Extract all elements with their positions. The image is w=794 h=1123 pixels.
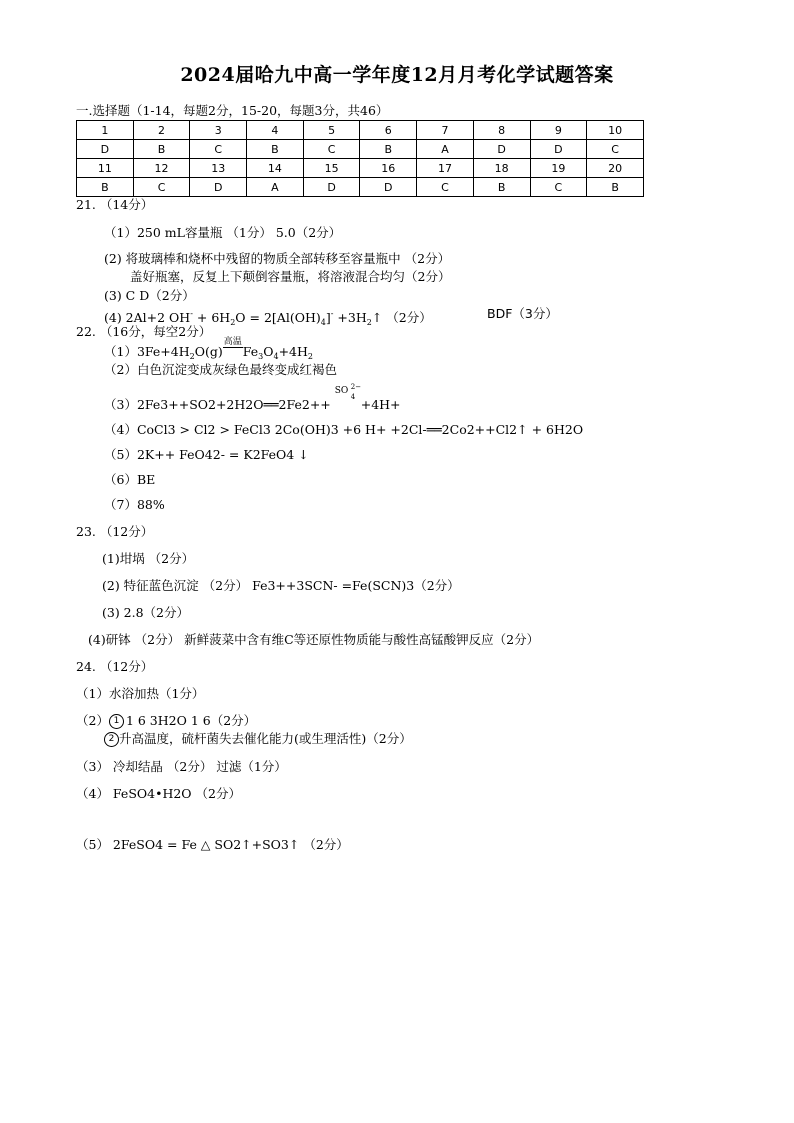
table-cell: B (587, 178, 644, 197)
circled-number-1: 1 (109, 714, 124, 729)
table-row-numbers-1 (77, 121, 644, 140)
table-cell: B (247, 140, 304, 159)
table-cell: 16 (360, 159, 417, 178)
table-cell: C (190, 140, 247, 159)
table-cell: D (77, 140, 134, 159)
table-cell: 1 (77, 121, 134, 140)
condition-label: 高温 (223, 337, 242, 347)
reaction-condition (223, 337, 243, 348)
q23-heading: 23. （12分） (76, 524, 154, 539)
table-cell: B (133, 140, 190, 159)
subscript: 2 (366, 318, 372, 327)
q21-answer-2b: 盖好瓶塞，反复上下颠倒容量瓶，将溶液混合均匀（2分） (130, 269, 451, 284)
answer-text: 1 6 3H2O 1 6（2分） (125, 713, 257, 728)
sulfate-charge: 2− (350, 383, 362, 391)
q22-answer-6: （6）BE (104, 472, 156, 487)
equation-part: +4H (278, 344, 308, 359)
table-cell: D (473, 140, 530, 159)
q21-answer-1: （1）250 mL容量瓶 （1分） 5.0（2分） (104, 225, 342, 240)
table-cell: 5 (303, 121, 360, 140)
subscript: 4 (320, 318, 326, 327)
sulfate-formula: SO (334, 386, 349, 396)
table-row-numbers-2 (77, 159, 644, 178)
q23-answer-3: (3) 2.8（2分） (102, 605, 190, 620)
table-cell: 15 (303, 159, 360, 178)
q21-answer-3: (3) C D（2分） (104, 288, 195, 303)
q21-answer-4-right: BDF（3分） (487, 306, 558, 321)
table-cell: 3 (190, 121, 247, 140)
charge-superscript: - (330, 309, 334, 318)
table-cell: 8 (473, 121, 530, 140)
equation-part: O = 2[Al(OH) (235, 310, 321, 325)
q24-answer-5: （5） 2FeSO4 = Fe △ SO2↑+SO3↑ （2分） (76, 837, 349, 852)
q22-answer-2: （2）白色沉淀变成灰绿色最终变成红褐色 (104, 362, 337, 377)
table-cell: C (133, 178, 190, 197)
equation-part: +3H (333, 310, 367, 325)
table-cell: B (77, 178, 134, 197)
q22-answer-4: （4）CoCl3 > Cl2 > FeCl3 2Co(OH)3 +6 H+ +2Cl-══2Co2++Cl2↑ + 6H2O (104, 422, 584, 437)
table-cell: 10 (587, 121, 644, 140)
subscript: 4 (273, 352, 279, 361)
table-cell: D (360, 178, 417, 197)
sulfate-subscript: 4 (350, 393, 356, 401)
q24-answer-1: （1）水浴加热（1分） (76, 686, 205, 701)
circled-number-2: 2 (104, 732, 119, 747)
answer-prefix: （2） (76, 713, 109, 728)
table-cell: 19 (530, 159, 587, 178)
equation-part: ] (325, 310, 331, 325)
table-cell: 9 (530, 121, 587, 140)
q24-heading: 24. （12分） (76, 659, 154, 674)
q21-heading: 21. （14分） (76, 197, 154, 212)
q22-answer-3 (104, 383, 401, 413)
table-cell: 20 (587, 159, 644, 178)
equation-part: （3）2Fe3++SO2+2H2O══2Fe2++ (104, 397, 335, 412)
q24-answer-2b (104, 731, 412, 747)
table-cell: A (417, 140, 474, 159)
table-cell: 12 (133, 159, 190, 178)
table-cell: C (530, 178, 587, 197)
table-row-answers-1 (77, 140, 644, 159)
table-cell: D (303, 178, 360, 197)
q23-answer-4: (4)研钵 （2分） 新鲜菠菜中含有维C等还原性物质能与酸性高锰酸钾反应（2分） (88, 632, 540, 647)
table-cell: 11 (77, 159, 134, 178)
table-cell: A (247, 178, 304, 197)
table-cell: C (303, 140, 360, 159)
table-cell: 18 (473, 159, 530, 178)
table-cell: 6 (360, 121, 417, 140)
q22-answer-5: （5）2K++ FeO42- = K2FeO4 ↓ (104, 447, 309, 462)
equation-part: +4H+ (356, 397, 401, 412)
q23-answer-2: (2) 特征蓝色沉淀 （2分） Fe3++3SCN- =Fe(SCN)3（2分） (102, 578, 460, 593)
charge-superscript: - (190, 309, 193, 318)
q22-answer-7: （7）88% (104, 497, 165, 512)
table-cell: 7 (417, 121, 474, 140)
table-cell: B (360, 140, 417, 159)
table-cell: 13 (190, 159, 247, 178)
table-cell: 14 (247, 159, 304, 178)
table-cell: B (473, 178, 530, 197)
sulfate-ion (334, 383, 362, 413)
subscript: 2 (307, 352, 313, 361)
q24-answer-3: （3） 冷却结晶 （2分） 过滤（1分） (76, 759, 287, 774)
answer-table (76, 120, 644, 197)
equation-part: O (263, 344, 274, 359)
table-cell: 4 (247, 121, 304, 140)
table-cell: C (417, 178, 474, 197)
table-cell: D (190, 178, 247, 197)
q24-answer-2 (76, 713, 256, 729)
equation-part: ↑ （2分） (371, 310, 432, 325)
subscript: 3 (258, 352, 264, 361)
subscript: 2 (189, 352, 195, 361)
equation-part: （1）3Fe+4H (104, 344, 190, 359)
subscript: 2 (230, 318, 236, 327)
q23-answer-1: (1)坩埚 （2分） (102, 551, 195, 566)
q21-answer-2: (2) 将玻璃棒和烧杯中残留的物质全部转移至容量瓶中 （2分） (104, 251, 451, 266)
table-cell: 2 (133, 121, 190, 140)
equation-part: O(g) (194, 344, 223, 359)
page-title: 2024届哈九中高一学年度12月月考化学试题答案 (180, 64, 614, 86)
equation-part: Fe (242, 344, 259, 359)
q22-heading: 22. （16分，每空2分） (76, 324, 212, 339)
table-cell: C (587, 140, 644, 159)
q24-answer-4: （4） FeSO4•H2O （2分） (76, 786, 241, 801)
table-cell: D (530, 140, 587, 159)
equation-part: + 6H (192, 310, 231, 325)
table-row-answers-2 (77, 178, 644, 197)
equation-part: (4) 2Al+2 OH (104, 310, 191, 325)
section1-heading: 一.选择题（1-14，每题2分，15-20，每题3分，共46） (76, 103, 389, 118)
table-cell: 17 (417, 159, 474, 178)
answer-text: 升高温度，硫杆菌失去催化能力(或生理活性)（2分） (119, 731, 412, 746)
